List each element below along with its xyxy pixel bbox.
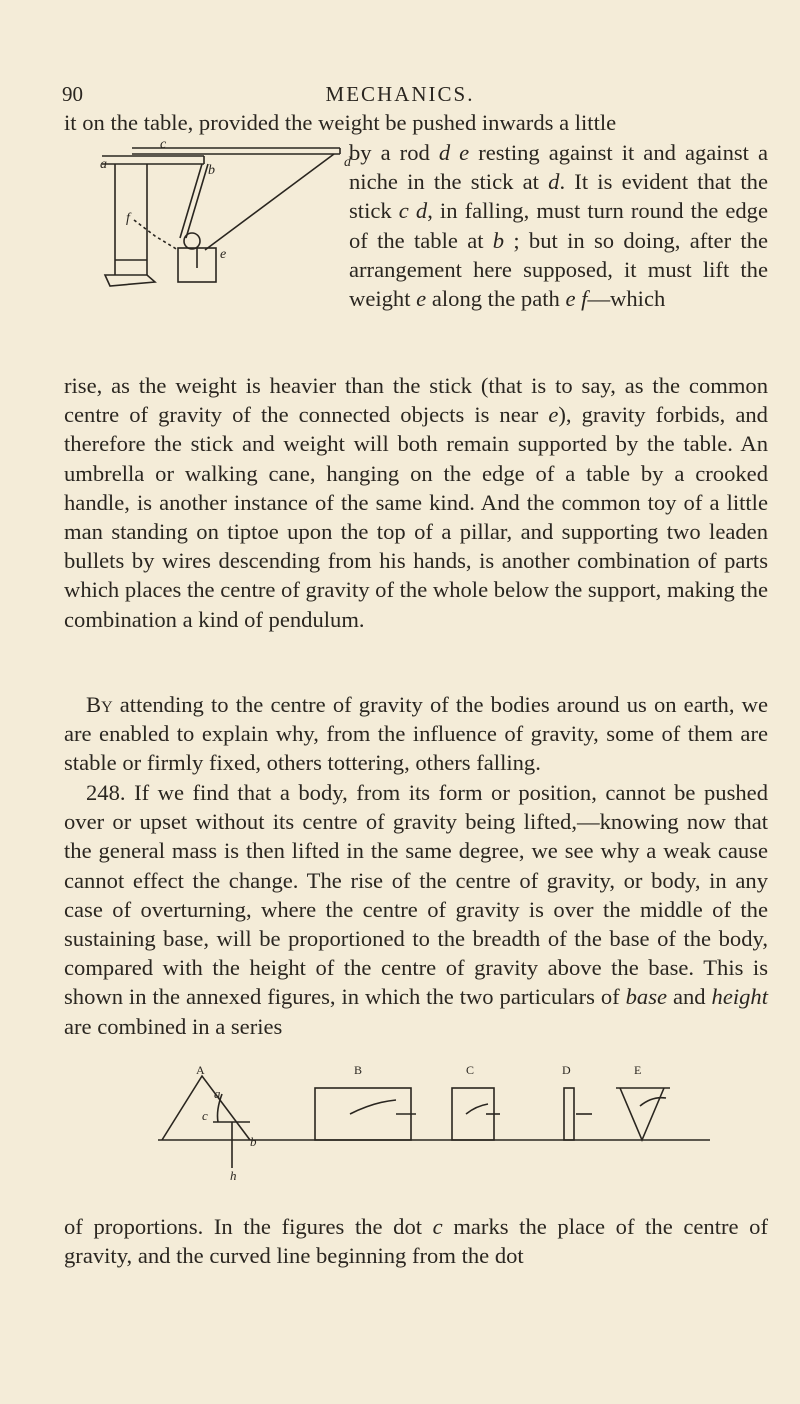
figure-small-label-a: a: [214, 1086, 221, 1101]
label-f: f: [126, 211, 130, 226]
label-e: e: [220, 247, 227, 262]
figure-label-d: D: [562, 1063, 571, 1077]
figure-c-curve: [466, 1104, 488, 1114]
weight-ball: [184, 233, 200, 249]
figure-small-label-h: h: [230, 1168, 237, 1183]
paragraph-2: [64, 690, 768, 778]
figure-label-b: B: [354, 1063, 363, 1077]
paragraph-3: 248. If we find that a body, from its form or position, cannot be pushed over or upset without its centre of gravity being lifted,—knowing now that the general mass is then lifted in the same degree, we see why a weak cause cannot effect the change. The rise of the centre of gravity, or body, in any case of overturning, where the centre of gravity is over the middle of the sustaining base, will be proportioned to the breadth of the base of the body, compared with the height of the centre of gravity above the base. This is shown in the annexed figures, in which the two particulars of base and height are combined in a series: [64, 780, 768, 1039]
figure-e-triangle: [620, 1088, 664, 1140]
page-number: 90: [62, 82, 83, 106]
label-c: c: [160, 137, 167, 152]
paragraph-2-lead: By: [86, 692, 113, 717]
paragraph-4: of proportions. In the figures the dot c marks the place of the centre of gravity, and the curved line beginning from the dot: [64, 1214, 768, 1269]
path-e-f: [134, 220, 178, 250]
figure-b-curve: [350, 1100, 396, 1114]
figure-small-label-b: b: [250, 1134, 257, 1149]
wrapped-paragraph: by a rod d e resting against it and against a niche in the stick at d. It is evident that the stick c d, in falling, must turn round the edge of the table at b ; but in so doing, after the arrangement here supposed, it must lift the weight e along the path e f—which: [349, 140, 768, 312]
figure-small-label-c: c: [202, 1108, 208, 1123]
label-a: a: [100, 157, 107, 172]
table-foot: [105, 275, 155, 286]
hanging-stick-edge: [186, 164, 208, 238]
figure-d-rect: [564, 1088, 574, 1140]
figure-label-a: A: [196, 1063, 205, 1077]
figure-label-c: C: [466, 1063, 475, 1077]
paragraph-2-text: attending to the centre of gravity of the bodies around us on earth, we are enabled to explain why, from the influence of gravity, some of them are stable or firmly fixed, others tottering, others falling.: [64, 692, 768, 776]
paragraph-line-1: it on the table, provided the weight be pushed inwards a little: [64, 110, 617, 135]
figure-label-e: E: [634, 1063, 642, 1077]
label-b: b: [208, 163, 215, 178]
paragraph-continuation: rise, as the weight is heavier than the stick (that is to say, as the common centre of gravity of the connected objects is near e), gravity forbids, and therefore the stick and weight will both remain supported by the table. An umbrella or walking cane, hanging on the edge of a table by a crooked handle, is another instance of the same kind. And the common toy of a little man standing on tiptoe upon the top of a pillar, and supporting two leaden bullets by wires descending from his hands, is another combination of parts which places the centre of gravity of the whole below the support, making the combination a kind of pendulum.: [64, 373, 768, 632]
running-title: MECHANICS.: [325, 82, 475, 106]
label-d: d: [344, 155, 351, 170]
figure-e-curve: [640, 1098, 666, 1106]
rod-d-e: [205, 154, 334, 250]
base-height-series-figure: [140, 1062, 710, 1184]
table-stick-figure: [100, 137, 351, 310]
hanging-stick: [180, 164, 202, 238]
